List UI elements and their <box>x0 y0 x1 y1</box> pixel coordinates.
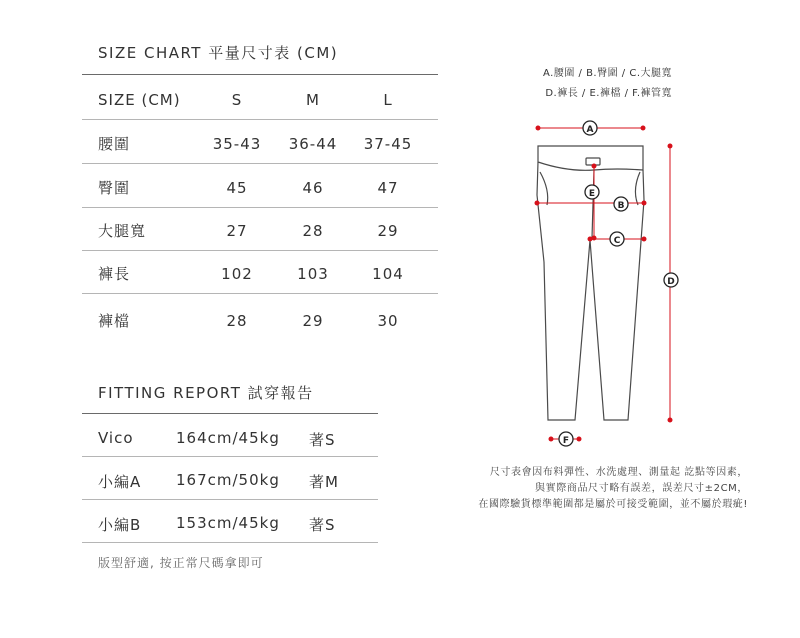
fitting-footnote: 版型舒適, 按正常尺碼拿即可 <box>98 556 264 570</box>
note-line: 與實際商品尺寸略有誤差，誤差尺寸±2CM， <box>535 483 748 494</box>
fitting-report-title: FITTING REPORT 試穿報告 <box>98 384 314 402</box>
size-chart-cell: 102 <box>221 265 253 283</box>
size-chart-row-label: 褲長 <box>98 265 131 283</box>
marker-d-label: D <box>667 277 675 287</box>
measurement-lines <box>537 128 670 439</box>
size-chart-header-m: M <box>306 91 320 109</box>
size-chart-cell: 47 <box>377 179 399 197</box>
marker-a-label: A <box>586 125 594 135</box>
fitting-report-rule <box>82 542 378 543</box>
tester-size: 著S <box>309 431 336 449</box>
endpoint-dot <box>641 126 646 131</box>
size-chart-cell: 28 <box>302 222 324 240</box>
size-chart-row-label: 褲檔 <box>98 312 131 330</box>
size-chart-cell: 29 <box>302 312 324 330</box>
marker-f <box>559 432 573 446</box>
pants-measurement-diagram <box>500 110 700 455</box>
size-chart-rule <box>82 119 438 120</box>
marker-a <box>583 121 597 135</box>
tester-name: 小編A <box>98 473 142 491</box>
size-chart-cell: 36-44 <box>288 135 338 153</box>
fitting-report-top-rule <box>82 413 378 414</box>
fitting-report-rule <box>82 499 378 500</box>
note-line: 尺寸表會因布料彈性、水洗處理、測量起 訖點等因素， <box>489 467 748 478</box>
size-chart-cell: 103 <box>297 265 329 283</box>
size-chart-row-label: 腰圍 <box>98 135 131 153</box>
size-chart-cell: 27 <box>226 222 248 240</box>
marker-c <box>610 232 624 246</box>
endpoint-dot <box>549 437 554 442</box>
marker-e <box>585 185 599 199</box>
endpoint-dot <box>536 126 541 131</box>
size-chart-row-label: 大腿寬 <box>98 222 147 240</box>
size-chart-cell: 45 <box>226 179 248 197</box>
marker-f-label: F <box>562 436 570 446</box>
measurement-endpoints <box>535 126 673 442</box>
endpoint-dot <box>642 201 647 206</box>
diagram-legend-line-2: D.褲長 / E.褲檔 / F.褲管寬 <box>545 88 672 99</box>
marker-d <box>664 273 678 287</box>
left-pocket <box>540 172 548 205</box>
endpoint-dot <box>642 237 647 242</box>
note-line: 在國際驗貨標準範圍都是屬於可接受範圍，並不屬於瑕疵! <box>478 499 748 510</box>
fitting-report-rule <box>82 456 378 457</box>
endpoint-dot <box>592 164 597 169</box>
size-chart-rule <box>82 163 438 164</box>
size-chart-top-rule <box>82 74 438 75</box>
size-chart-title: SIZE CHART 平量尺寸表 (CM) <box>98 44 339 62</box>
size-chart-cell: 37-45 <box>363 135 413 153</box>
tester-size: 著M <box>309 473 339 491</box>
tester-stats: 164cm/45kg <box>176 429 280 447</box>
marker-b-label: B <box>617 201 625 211</box>
measurement-notes <box>478 465 748 513</box>
endpoint-dot <box>535 201 540 206</box>
size-chart-cell: 46 <box>302 179 324 197</box>
pants-body-outline <box>537 162 644 420</box>
size-chart-rule <box>82 250 438 251</box>
tester-name: Vico <box>98 429 134 447</box>
size-chart-row-label: 臀圍 <box>98 179 131 197</box>
tester-size: 著S <box>309 516 336 534</box>
size-chart-rule <box>82 293 438 294</box>
size-chart-header-l: L <box>383 91 393 109</box>
endpoint-dot <box>577 437 582 442</box>
marker-b <box>614 197 628 211</box>
size-chart-cell: 35-43 <box>212 135 262 153</box>
size-chart-header-s: S <box>231 91 243 109</box>
marker-e-label: E <box>588 189 596 199</box>
size-chart-cell: 30 <box>377 312 399 330</box>
tester-stats: 153cm/45kg <box>176 514 280 532</box>
size-chart-cell: 29 <box>377 222 399 240</box>
tester-stats: 167cm/50kg <box>176 471 280 489</box>
tester-name: 小編B <box>98 516 142 534</box>
endpoint-dot <box>592 236 597 241</box>
endpoint-dot <box>668 144 673 149</box>
diagram-legend-line-1: A.腰圍 / B.臀圍 / C.大腿寬 <box>543 68 672 79</box>
size-chart-header-label: SIZE (CM) <box>98 91 181 109</box>
size-chart-rule <box>82 207 438 208</box>
size-chart-cell: 104 <box>372 265 404 283</box>
endpoint-dot <box>668 418 673 423</box>
marker-c-label: C <box>613 236 621 246</box>
right-pocket <box>635 172 640 205</box>
size-chart-cell: 28 <box>226 312 248 330</box>
